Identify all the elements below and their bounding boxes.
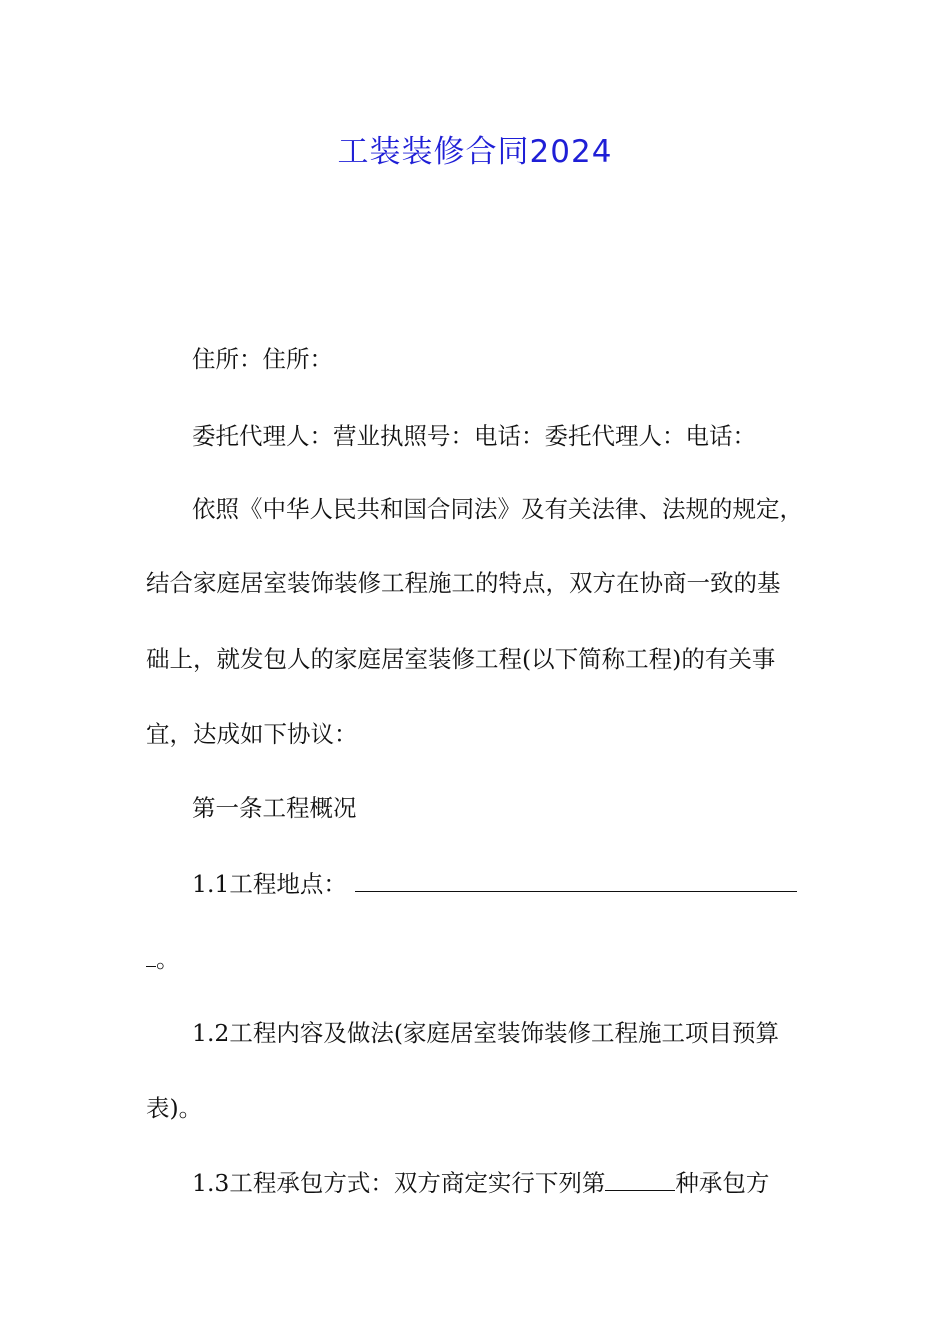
clause-1-1-end: 。 xyxy=(156,945,180,973)
article-1-heading: 第一条工程概况 xyxy=(192,794,357,822)
clause-1-3-tail: 种承包方 xyxy=(675,1169,770,1197)
location-blank xyxy=(355,869,797,892)
preamble-line-3: 础上，就发包人的家庭居室装修工程(以下简称工程)的有关事 xyxy=(146,645,776,673)
preamble-line-2: 结合家庭居室装饰装修工程施工的特点，双方在协商一致的基 xyxy=(146,569,781,597)
clause-1-2-line-2: 表)。 xyxy=(146,1094,203,1122)
agent-line: 委托代理人：营业执照号：电话：委托代理人：电话： xyxy=(192,422,756,450)
clause-1-1 xyxy=(192,866,812,902)
address-line: 住所：住所： xyxy=(192,345,333,373)
clause-1-3-text: 1.3工程承包方式：双方商定实行下列第 xyxy=(192,1169,606,1197)
method-blank xyxy=(605,1168,675,1191)
clause-1-1-label: 1.1工程地点： xyxy=(192,870,347,898)
preamble-line-1: 依照《中华人民共和国合同法》及有关法律、法规的规定， xyxy=(192,495,803,523)
location-blank-end xyxy=(146,944,156,967)
preamble-line-4: 宜，达成如下协议： xyxy=(146,720,358,748)
clause-1-1-continuation xyxy=(146,941,826,977)
document-title: 工装装修合同2024 xyxy=(337,134,613,170)
clause-1-2-line-1: 1.2工程内容及做法(家庭居室装饰装修工程施工项目预算 xyxy=(192,1019,780,1047)
clause-1-3 xyxy=(192,1165,812,1201)
